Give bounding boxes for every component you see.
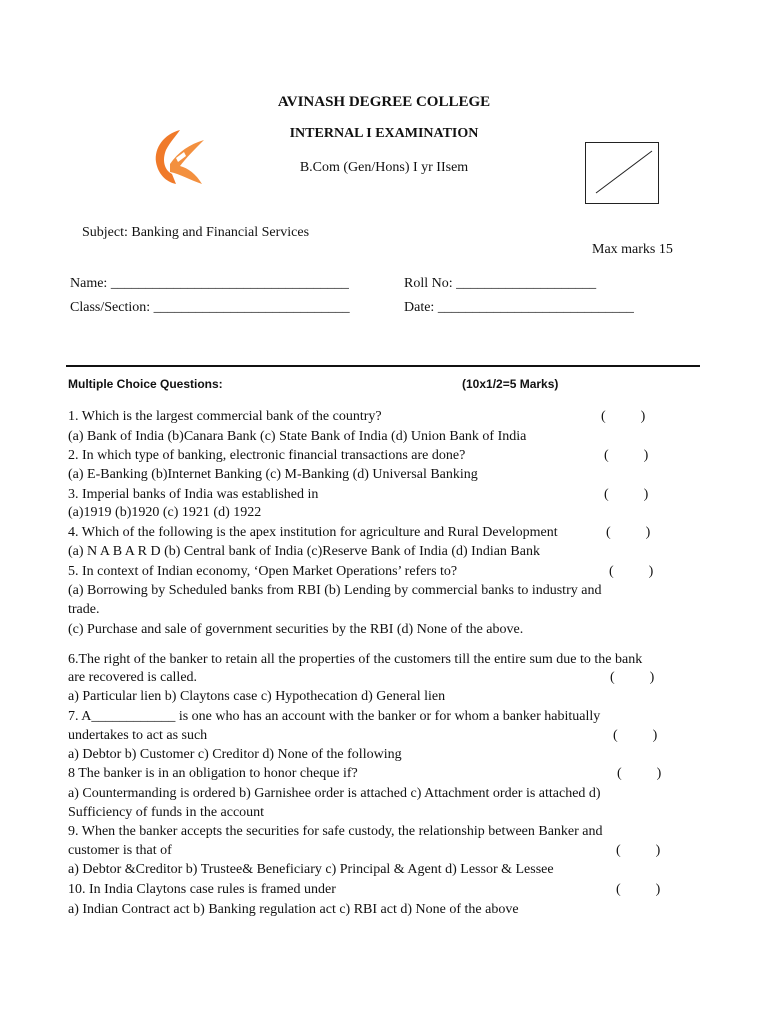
date-field: Date: ____________________________ [404, 300, 634, 315]
subject-label: Subject: Banking and Financial Services [82, 225, 310, 240]
course-title: B.Com (Gen/Hons) I yr IIsem [299, 160, 469, 175]
question-5-line-2: (a) Borrowing by Scheduled banks from RBI (b) Lending by commercial banks to industry and [68, 583, 602, 598]
section-divider [66, 365, 700, 367]
answer-bracket-5: ( ) [609, 564, 654, 579]
answer-bracket-10: ( ) [616, 882, 661, 897]
question-9-line-1: 9. When the banker accepts the securities for safe custody, the relationship between Banker and [68, 824, 603, 839]
question-3-line-2: (a)1919 (b)1920 (c) 1921 (d) 1922 [68, 505, 262, 520]
exam-title: INTERNAL I EXAMINATION [289, 126, 479, 141]
answer-bracket-9: ( ) [616, 843, 661, 858]
answer-bracket-8: ( ) [617, 766, 662, 781]
marks-box [585, 142, 659, 204]
answer-bracket-4: ( ) [606, 525, 651, 540]
question-8-line-3: Sufficiency of funds in the account [68, 805, 265, 820]
class-field: Class/Section: ____________________________ [70, 300, 350, 315]
question-7-line-1: 7. A____________ is one who has an account with the banker or for whom a banker habitually [68, 709, 601, 724]
question-5-line-3: trade. [68, 602, 100, 617]
question-9-line-2: customer is that of [68, 843, 172, 858]
question-6-line-2: are recovered is called. [68, 670, 198, 685]
question-7-line-3: a) Debtor b) Customer c) Creditor d) None of the following [68, 747, 402, 762]
question-1-line-2: (a) Bank of India (b)Canara Bank (c) State Bank of India (d) Union Bank of India [68, 429, 527, 444]
answer-bracket-1: ( ) [601, 409, 646, 424]
max-marks: Max marks 15 [592, 242, 673, 257]
college-logo-icon [150, 128, 206, 186]
answer-bracket-2: ( ) [604, 448, 649, 463]
question-9-line-3: a) Debtor &Creditor b) Trustee& Beneficiary c) Principal & Agent d) Lessor & Lessee [68, 862, 554, 877]
question-5-line-4: (c) Purchase and sale of government securities by the RBI (d) None of the above. [68, 622, 524, 637]
college-name: AVINASH DEGREE COLLEGE [277, 94, 491, 110]
question-1-line-1: 1. Which is the largest commercial bank of the country? [68, 409, 382, 424]
section-title: Multiple Choice Questions: [68, 377, 223, 391]
question-4-line-1: 4. Which of the following is the apex institution for agriculture and Rural Development [68, 525, 558, 540]
roll-field: Roll No: ____________________ [404, 276, 597, 291]
question-10-line-1: 10. In India Claytons case rules is framed under [68, 882, 336, 897]
question-2-line-1: 2. In which type of banking, electronic financial transactions are done? [68, 448, 466, 463]
question-6-line-3: a) Particular lien b) Claytons case c) Hypothecation d) General lien [68, 689, 446, 704]
question-8-line-2: a) Countermanding is ordered b) Garnishee order is attached c) Attachment order is attached d) [68, 786, 601, 801]
section-marks: (10x1/2=5 Marks) [462, 377, 559, 391]
question-8-line-1: 8 The banker is in an obligation to honor cheque if? [68, 766, 358, 781]
answer-bracket-3: ( ) [604, 487, 649, 502]
question-10-line-2: a) Indian Contract act b) Banking regulation act c) RBI act d) None of the above [68, 902, 519, 917]
answer-bracket-7: ( ) [613, 728, 658, 743]
question-6-line-1: 6.The right of the banker to retain all the properties of the customers till the entire sum due to the bank [68, 652, 643, 667]
question-5-line-1: 5. In context of Indian economy, ‘Open Market Operations’ refers to? [68, 564, 458, 579]
answer-bracket-6: ( ) [610, 670, 655, 685]
diagonal-line-icon [586, 143, 660, 205]
question-3-line-1: 3. Imperial banks of India was established in [68, 487, 319, 502]
question-4-line-2: (a) N A B A R D (b) Central bank of India (c)Reserve Bank of India (d) Indian Bank [68, 544, 540, 559]
name-field: Name: __________________________________ [70, 276, 349, 291]
question-7-line-2: undertakes to act as such [68, 728, 208, 743]
question-2-line-2: (a) E-Banking (b)Internet Banking (c) M-Banking (d) Universal Banking [68, 467, 478, 482]
